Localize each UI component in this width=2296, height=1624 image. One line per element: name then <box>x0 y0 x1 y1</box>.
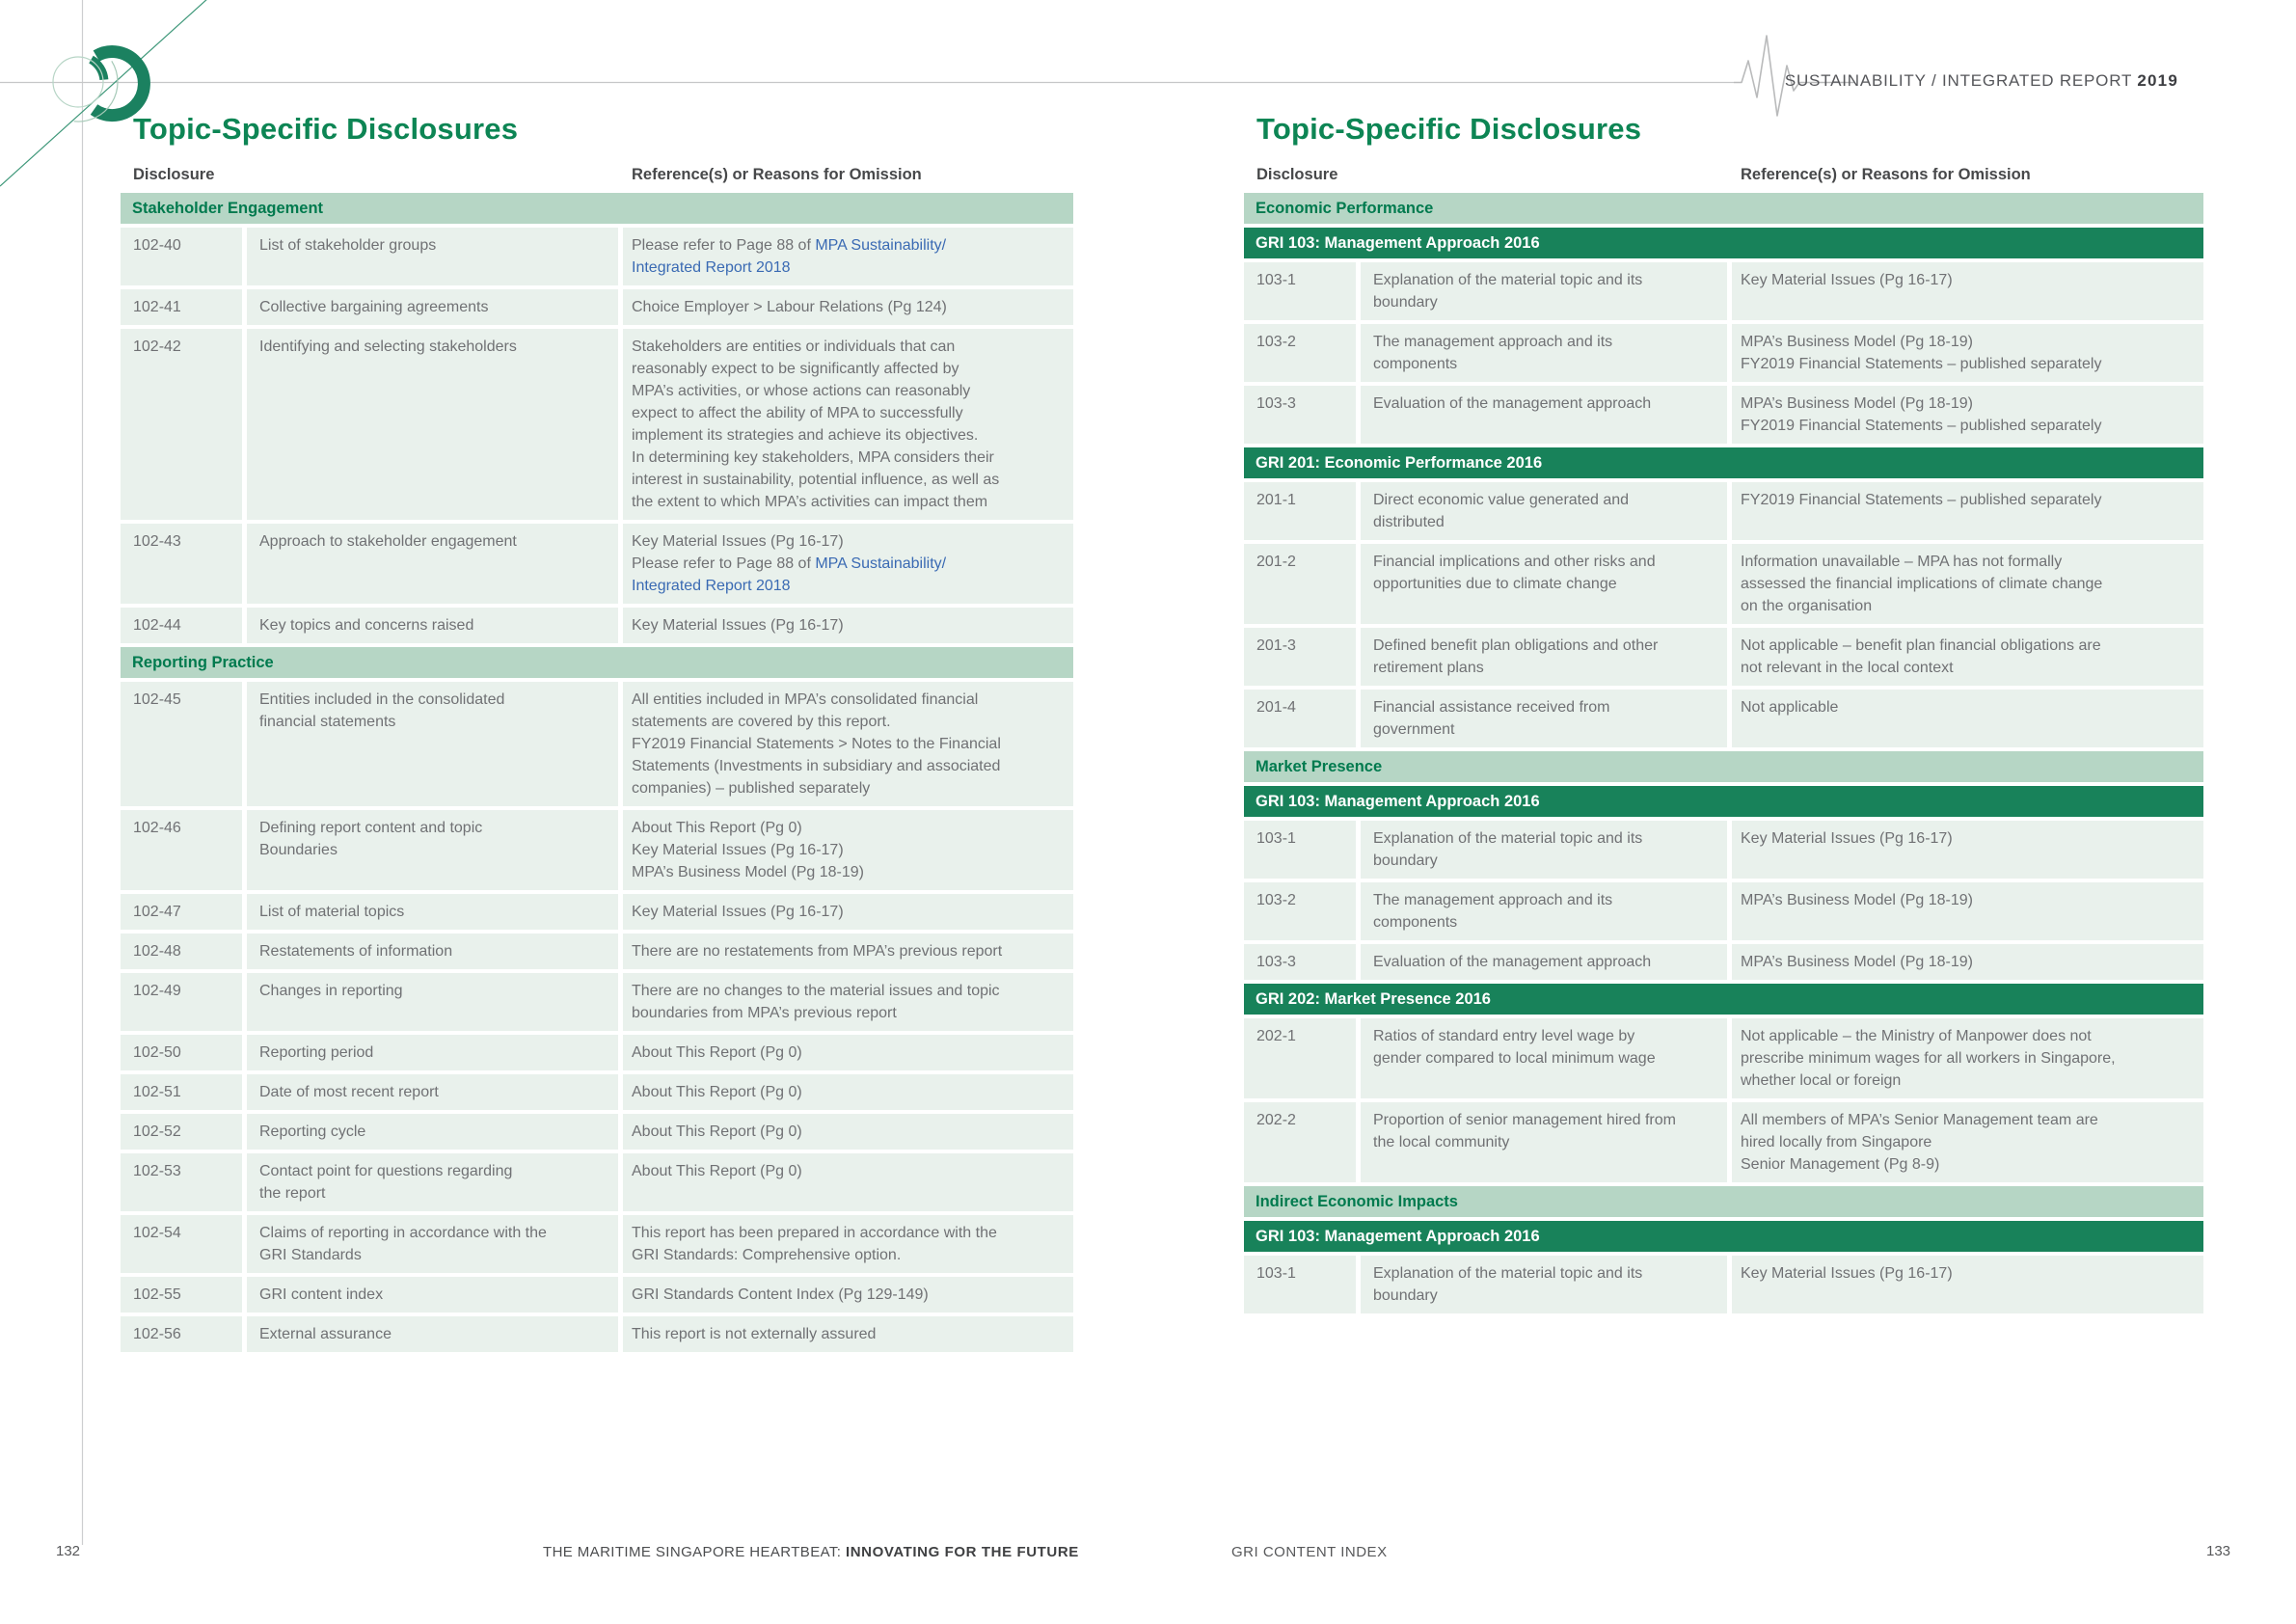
disclosure-title-cell <box>1361 386 1727 444</box>
disclosure-code-cell: 102-52 <box>121 1114 242 1150</box>
reference-line: reasonably expect to be significantly affected by <box>632 361 959 377</box>
reference-cell <box>1732 386 2203 444</box>
disclosure-title-cell <box>1361 262 1727 320</box>
table-row <box>1244 628 2203 686</box>
disclosure-title-line: Boundaries <box>259 842 338 858</box>
disclosure-code-cell: 201-3 <box>1244 628 1356 686</box>
disclosure-title-cell <box>247 289 618 325</box>
disclosure-title-line: Reporting period <box>259 1044 374 1061</box>
section-header: Indirect Economic Impacts <box>1244 1186 2203 1217</box>
reference-line: Key Material Issues (Pg 16-17) <box>632 533 844 550</box>
table-row <box>121 973 1073 1031</box>
disclosure-code-cell: 201-2 <box>1244 544 1356 624</box>
reference-line: Key Material Issues (Pg 16-17) <box>1741 272 1953 288</box>
report-link[interactable]: MPA Sustainability/ <box>815 555 947 572</box>
disclosure-title-cell <box>1361 324 1727 382</box>
disclosure-title-line: Reporting cycle <box>259 1123 366 1140</box>
disclosure-code-cell: 102-44 <box>121 608 242 643</box>
reference-line: FY2019 Financial Statements – published separately <box>1741 492 2102 508</box>
disclosure-title-cell <box>247 973 618 1031</box>
page-left <box>121 112 1073 1356</box>
gri-standard-header: GRI 103: Management Approach 2016 <box>1244 228 2203 258</box>
table-row <box>1244 262 2203 320</box>
reference-line <box>632 234 1064 257</box>
section-header: Reporting Practice <box>121 647 1073 678</box>
disclosure-code-cell: 102-53 <box>121 1153 242 1211</box>
reference-line: boundaries from MPA’s previous report <box>632 1005 897 1021</box>
disclosure-title-cell <box>1361 482 1727 540</box>
reference-line: MPA’s Business Model (Pg 18-19) <box>1741 395 1973 412</box>
reference-line: GRI Standards Content Index (Pg 129-149) <box>632 1286 929 1303</box>
reference-cell <box>623 1215 1073 1273</box>
table-row <box>121 934 1073 969</box>
reference-line: companies) – published separately <box>632 780 871 797</box>
reference-line: MPA’s Business Model (Pg 18-19) <box>1741 892 1973 908</box>
table-row <box>121 1114 1073 1150</box>
report-running-header <box>1785 71 2178 91</box>
page-number-left: 132 <box>56 1543 81 1559</box>
disclosure-code-cell: 102-56 <box>121 1316 242 1352</box>
disclosure-title-cell <box>247 1153 618 1211</box>
table-row <box>121 1153 1073 1211</box>
reference-line: expect to affect the ability of MPA to successfully <box>632 405 963 421</box>
report-link[interactable]: MPA Sustainability/ <box>815 237 947 254</box>
disclosure-title-cell <box>247 524 618 604</box>
disclosure-table <box>121 193 1073 1352</box>
disclosure-title-cell <box>247 1035 618 1070</box>
disclosure-title-line: components <box>1373 356 1458 372</box>
disclosure-title-line: Explanation of the material topic and its <box>1373 830 1643 847</box>
disclosure-title-cell <box>1361 544 1727 624</box>
table-row <box>121 289 1073 325</box>
reference-line: MPA’s activities, or whose actions can reasonably <box>632 383 971 399</box>
reference-cell <box>1732 882 2203 940</box>
reference-line: assessed the financial implications of climate change <box>1741 576 2103 592</box>
disclosure-code-cell: 102-41 <box>121 289 242 325</box>
table-row <box>1244 544 2203 624</box>
table-row <box>121 329 1073 520</box>
disclosure-code-cell: 103-3 <box>1244 944 1356 980</box>
disclosure-title-line: retirement plans <box>1373 660 1484 676</box>
reference-cell <box>623 1114 1073 1150</box>
reference-cell <box>1732 821 2203 879</box>
section-header: Stakeholder Engagement <box>121 193 1073 224</box>
disclosure-title-line: Explanation of the material topic and its <box>1373 1265 1643 1282</box>
disclosure-title-cell <box>247 682 618 806</box>
disclosure-title-line: List of material topics <box>259 904 405 920</box>
disclosure-code-cell: 103-1 <box>1244 821 1356 879</box>
reference-line: Key Material Issues (Pg 16-17) <box>1741 830 1953 847</box>
disclosure-title-line: Financial assistance received from <box>1373 699 1610 716</box>
disclosure-title-cell <box>247 608 618 643</box>
disclosure-code-cell: 102-48 <box>121 934 242 969</box>
reference-cell <box>623 1074 1073 1110</box>
table-column-headers <box>121 166 1073 184</box>
gri-standard-header: GRI 201: Economic Performance 2016 <box>1244 447 2203 478</box>
table-column-headers <box>1244 166 2203 184</box>
table-row <box>121 524 1073 604</box>
disclosure-code-cell: 102-47 <box>121 894 242 930</box>
disclosure-title-line: External assurance <box>259 1326 392 1342</box>
disclosure-code-cell: 102-54 <box>121 1215 242 1273</box>
disclosure-code-cell: 202-2 <box>1244 1102 1356 1182</box>
disclosure-title-line: Defined benefit plan obligations and other <box>1373 637 1659 654</box>
reference-cell <box>623 973 1073 1031</box>
reference-line: There are no restatements from MPA’s previous report <box>632 943 1003 960</box>
disclosure-title-line: Explanation of the material topic and its <box>1373 272 1643 288</box>
disclosure-code-cell: 102-46 <box>121 810 242 890</box>
gri-standard-header: GRI 202: Market Presence 2016 <box>1244 984 2203 1015</box>
reference-cell <box>623 1316 1073 1352</box>
disclosure-title-cell <box>1361 1256 1727 1313</box>
reference-line: About This Report (Pg 0) <box>632 1123 802 1140</box>
reference-cell <box>623 608 1073 643</box>
disclosure-title-line: boundary <box>1373 1287 1438 1304</box>
disclosure-code-cell: 103-3 <box>1244 386 1356 444</box>
disclosure-code-cell: 103-2 <box>1244 324 1356 382</box>
column-header-disclosure: Disclosure <box>133 166 215 183</box>
disclosure-title-cell <box>247 1277 618 1313</box>
disclosure-title-cell <box>1361 1102 1727 1182</box>
disclosure-title-line: Contact point for questions regarding <box>259 1163 513 1179</box>
disclosure-title-cell <box>247 894 618 930</box>
gri-standard-header: GRI 103: Management Approach 2016 <box>1244 786 2203 817</box>
reference-line: statements are covered by this report. <box>632 714 891 730</box>
reference-cell <box>623 329 1073 520</box>
reference-line <box>632 553 1064 575</box>
disclosure-code-cell: 102-40 <box>121 228 242 285</box>
reference-line: Stakeholders are entities or individuals that can <box>632 338 956 355</box>
reference-line: interest in sustainability, potential influence, as well as <box>632 472 1000 488</box>
table-row <box>1244 882 2203 940</box>
reference-line: hired locally from Singapore <box>1741 1134 1932 1150</box>
reference-cell <box>1732 1102 2203 1182</box>
reference-line: In determining key stakeholders, MPA considers their <box>632 449 994 466</box>
reference-line: the extent to which MPA’s activities can impact them <box>632 494 988 510</box>
reference-line: All members of MPA’s Senior Management team are <box>1741 1112 2098 1128</box>
reference-line: MPA’s Business Model (Pg 18-19) <box>1741 334 1973 350</box>
disclosure-title-line: financial statements <box>259 714 396 730</box>
disclosure-code-cell: 202-1 <box>1244 1018 1356 1098</box>
disclosure-table <box>1244 193 2203 1313</box>
reference-line: This report is not externally assured <box>632 1326 877 1342</box>
reference-cell <box>623 682 1073 806</box>
disclosure-code-cell: 103-2 <box>1244 882 1356 940</box>
reference-text: Please refer to Page 88 of <box>632 555 816 572</box>
table-row <box>121 894 1073 930</box>
reference-line: Choice Employer > Labour Relations (Pg 124) <box>632 299 947 315</box>
reference-line: MPA’s Business Model (Pg 18-19) <box>1741 954 1973 970</box>
disclosure-code-cell: 201-1 <box>1244 482 1356 540</box>
disclosure-title-line: List of stakeholder groups <box>259 237 437 254</box>
disclosure-title-line: Key topics and concerns raised <box>259 617 474 634</box>
disclosure-title-line: Date of most recent report <box>259 1084 439 1100</box>
footer-section-label: GRI CONTENT INDEX <box>1231 1544 1388 1560</box>
table-row <box>121 1035 1073 1070</box>
disclosure-code-cell: 102-50 <box>121 1035 242 1070</box>
disclosure-code-cell: 103-1 <box>1244 262 1356 320</box>
disclosure-title-line: boundary <box>1373 853 1438 869</box>
disclosure-title-line: Approach to stakeholder engagement <box>259 533 517 550</box>
reference-line: About This Report (Pg 0) <box>632 820 802 836</box>
disclosure-title-cell <box>1361 690 1727 747</box>
reference-cell <box>1732 1256 2203 1313</box>
disclosure-title-line: GRI Standards <box>259 1247 362 1263</box>
report-title-year: 2019 <box>2137 71 2178 90</box>
reference-cell <box>623 934 1073 969</box>
table-row <box>1244 324 2203 382</box>
reference-line: implement its strategies and achieve its objectives. <box>632 427 979 444</box>
reference-cell <box>1732 944 2203 980</box>
disclosure-title-cell <box>247 329 618 520</box>
reference-line: not relevant in the local context <box>1741 660 1954 676</box>
reference-line: Key Material Issues (Pg 16-17) <box>632 904 844 920</box>
disclosure-title-line: Restatements of information <box>259 943 453 960</box>
disclosure-code-cell: 102-51 <box>121 1074 242 1110</box>
table-row <box>121 608 1073 643</box>
reference-line: whether local or foreign <box>1741 1072 1902 1089</box>
reference-text: Please refer to Page 88 of <box>632 237 816 254</box>
disclosure-title-line: gender compared to local minimum wage <box>1373 1050 1656 1067</box>
disclosure-title-cell <box>247 1074 618 1110</box>
disclosure-title-line: The management approach and its <box>1373 892 1613 908</box>
footer-tagline-prefix: THE MARITIME SINGAPORE HEARTBEAT: <box>543 1544 846 1560</box>
reference-cell <box>623 810 1073 890</box>
reference-line: Key Material Issues (Pg 16-17) <box>632 842 844 858</box>
disclosure-code-cell: 102-49 <box>121 973 242 1031</box>
reference-cell <box>623 228 1073 285</box>
disclosure-title-line: Evaluation of the management approach <box>1373 954 1652 970</box>
reference-line: This report has been prepared in accordance with the <box>632 1225 997 1241</box>
disclosure-code-cell: 201-4 <box>1244 690 1356 747</box>
page-right <box>1244 112 2203 1317</box>
table-row <box>121 228 1073 285</box>
disclosure-title-line: Defining report content and topic <box>259 820 483 836</box>
table-row <box>1244 482 2203 540</box>
disclosure-title-line: Entities included in the consolidated <box>259 691 505 708</box>
disclosure-title-line: Proportion of senior management hired from <box>1373 1112 1676 1128</box>
table-row <box>1244 386 2203 444</box>
disclosure-title-cell <box>247 1316 618 1352</box>
table-row <box>121 1316 1073 1352</box>
reference-cell <box>1732 544 2203 624</box>
reference-line: Information unavailable – MPA has not formally <box>1741 554 2063 570</box>
disclosure-title-line: government <box>1373 721 1455 738</box>
disclosure-title-line: the report <box>259 1185 326 1202</box>
column-header-reference: Reference(s) or Reasons for Omission <box>632 166 922 183</box>
disclosure-title-line: Direct economic value generated and <box>1373 492 1630 508</box>
reference-line: Key Material Issues (Pg 16-17) <box>632 617 844 634</box>
disclosure-title-line: the local community <box>1373 1134 1510 1150</box>
table-row <box>121 1277 1073 1313</box>
reference-line <box>632 575 1064 597</box>
table-row <box>1244 1018 2203 1098</box>
report-title-text: SUSTAINABILITY / INTEGRATED REPORT <box>1784 71 2138 90</box>
disclosure-title-line: boundary <box>1373 294 1438 311</box>
disclosure-title-cell <box>1361 821 1727 879</box>
reference-line: Senior Management (Pg 8-9) <box>1741 1156 1940 1173</box>
disclosure-title-line: Collective bargaining agreements <box>259 299 489 315</box>
page-title: Topic-Specific Disclosures <box>1256 112 1642 146</box>
reference-line <box>632 257 1064 279</box>
disclosure-title-cell <box>1361 628 1727 686</box>
table-row <box>1244 944 2203 980</box>
reference-cell <box>623 524 1073 604</box>
disclosure-title-cell <box>247 1215 618 1273</box>
footer-tagline <box>543 1544 1079 1560</box>
reference-line: Not applicable – benefit plan financial obligations are <box>1741 637 2101 654</box>
reference-cell <box>623 1035 1073 1070</box>
disclosure-title-line: distributed <box>1373 514 1445 530</box>
disclosure-title-line: Changes in reporting <box>259 983 403 999</box>
footer-tagline-bold: INNOVATING FOR THE FUTURE <box>845 1544 1079 1560</box>
table-row <box>1244 821 2203 879</box>
reference-cell <box>1732 628 2203 686</box>
reference-cell <box>623 1277 1073 1313</box>
disclosure-title-line: components <box>1373 914 1458 931</box>
reference-cell <box>1732 324 2203 382</box>
reference-line: GRI Standards: Comprehensive option. <box>632 1247 902 1263</box>
table-row <box>121 810 1073 890</box>
reference-cell <box>623 894 1073 930</box>
reference-line: FY2019 Financial Statements > Notes to the Financial <box>632 736 1001 752</box>
disclosure-title-cell <box>247 228 618 285</box>
disclosure-code-cell: 102-45 <box>121 682 242 806</box>
section-header: Market Presence <box>1244 751 2203 782</box>
reference-line: About This Report (Pg 0) <box>632 1163 802 1179</box>
column-header-reference: Reference(s) or Reasons for Omission <box>1741 166 2031 183</box>
reference-cell <box>1732 262 2203 320</box>
table-row <box>1244 1256 2203 1313</box>
page-number-right: 133 <box>2206 1543 2231 1559</box>
disclosure-title-line: GRI content index <box>259 1286 384 1303</box>
disclosure-title-cell <box>247 1114 618 1150</box>
table-row <box>121 1215 1073 1273</box>
reference-line: Not applicable – the Ministry of Manpower does not <box>1741 1028 2092 1044</box>
disclosure-title-cell <box>247 934 618 969</box>
disclosure-title-line: opportunities due to climate change <box>1373 576 1617 592</box>
disclosure-title-cell <box>1361 944 1727 980</box>
disclosure-code-cell: 102-42 <box>121 329 242 520</box>
disclosure-code-cell: 102-55 <box>121 1277 242 1313</box>
disclosure-title-line: Financial implications and other risks and <box>1373 554 1656 570</box>
reference-line: About This Report (Pg 0) <box>632 1084 802 1100</box>
reference-line: There are no changes to the material issues and topic <box>632 983 1000 999</box>
column-header-disclosure: Disclosure <box>1256 166 1338 183</box>
reference-line: About This Report (Pg 0) <box>632 1044 802 1061</box>
reference-cell <box>623 1153 1073 1211</box>
disclosure-title-line: Claims of reporting in accordance with the <box>259 1225 547 1241</box>
reference-line: FY2019 Financial Statements – published separately <box>1741 356 2102 372</box>
table-row <box>1244 690 2203 747</box>
reference-cell <box>1732 1018 2203 1098</box>
disclosure-title-line: Ratios of standard entry level wage by <box>1373 1028 1635 1044</box>
table-row <box>121 682 1073 806</box>
reference-line: All entities included in MPA’s consolidated financial <box>632 691 979 708</box>
gri-standard-header: GRI 103: Management Approach 2016 <box>1244 1221 2203 1252</box>
disclosure-title-line: Evaluation of the management approach <box>1373 395 1652 412</box>
reference-line: on the organisation <box>1741 598 1873 614</box>
table-row <box>1244 1102 2203 1182</box>
page-title: Topic-Specific Disclosures <box>133 112 519 146</box>
disclosure-title-line: The management approach and its <box>1373 334 1613 350</box>
reference-cell <box>1732 482 2203 540</box>
disclosure-code-cell: 103-1 <box>1244 1256 1356 1313</box>
reference-cell <box>623 289 1073 325</box>
disclosure-title-cell <box>1361 882 1727 940</box>
reference-line: Key Material Issues (Pg 16-17) <box>1741 1265 1953 1282</box>
reference-line: Not applicable <box>1741 699 1839 716</box>
reference-cell <box>1732 690 2203 747</box>
disclosure-title-line: Identifying and selecting stakeholders <box>259 338 517 355</box>
report-link[interactable]: Integrated Report 2018 <box>632 578 791 594</box>
reference-line: Statements (Investments in subsidiary and associated <box>632 758 1001 774</box>
section-header: Economic Performance <box>1244 193 2203 224</box>
disclosure-code-cell: 102-43 <box>121 524 242 604</box>
disclosure-title-cell <box>1361 1018 1727 1098</box>
reference-line: prescribe minimum wages for all workers in Singapore, <box>1741 1050 2116 1067</box>
reference-line: FY2019 Financial Statements – published separately <box>1741 418 2102 434</box>
reference-line: MPA’s Business Model (Pg 18-19) <box>632 864 864 880</box>
disclosure-title-cell <box>247 810 618 890</box>
report-link[interactable]: Integrated Report 2018 <box>632 259 791 276</box>
table-row <box>121 1074 1073 1110</box>
